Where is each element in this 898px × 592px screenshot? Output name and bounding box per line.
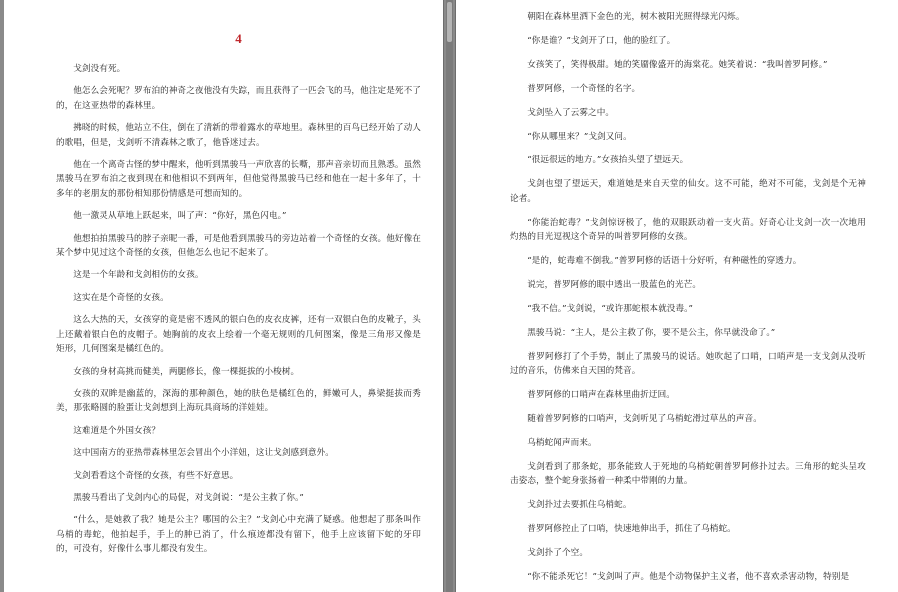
paragraph: 女孩的双眸是幽蓝的，深海的那种颜色，她的肤色是橘红色的，鲜嫩可人，鼻梁挺拔而秀美，那张略圆的脸蛋让戈剑想到上海玩具商场的洋娃娃。 <box>56 388 421 414</box>
paragraph: 戈剑看到了那条蛇，那条能致人于死地的乌梢蛇朝普罗阿修扑过去。三角形的蛇头呈攻击姿态，整个蛇身张扬着一种柔中带刚的力量。 <box>510 461 866 487</box>
paragraph: “是的，蛇毒难不倒我。”普罗阿修的话语十分好听，有种磁性的穿透力。 <box>527 255 802 266</box>
paragraph: “你是谁？”戈剑开了口，他的脸红了。 <box>527 35 676 46</box>
paragraph: “我不信。”戈剑说，“或许那蛇根本就没毒。” <box>527 303 694 314</box>
paragraph: “什么，是她救了我？她是公主？哪国的公主？”戈剑心中充满了疑惑。他想起了那条叫作乌梢的毒蛇，他拍起手，手上的肿已消了，什么痕迹都没有留下，他手上应该留下蛇的牙印的，可没有，好像什么事儿都没有发生。 <box>56 515 421 555</box>
paragraph: “你从哪里来？”戈剑又问。 <box>527 131 632 142</box>
paragraph: 他想拍拍黑骏马的脖子亲昵一番，可是他看到黑骏马的旁边站着一个奇怪的女孩。他好像在某个梦中见过这个奇怪的女孩，但他怎么也记不起来了。 <box>56 233 421 259</box>
paragraph: “你不能杀死它！”戈剑叫了声。他是个动物保护主义者，他不喜欢杀害动物，特别是 <box>527 571 850 582</box>
paragraph: 这是一个年龄和戈剑相仿的女孩。 <box>73 270 204 281</box>
paragraph: 普罗阿修，一个奇怪的名字。 <box>527 83 641 94</box>
paragraph: “很远很远的地方。”女孩抬头望了望远天。 <box>527 155 689 166</box>
paragraph: 这难道是个外国女孩？ <box>73 425 161 436</box>
paragraph: 戈剑看看这个奇怪的女孩，有些不好意思。 <box>73 470 239 481</box>
paragraph: 戈剑坠入了云雾之中。 <box>527 107 615 118</box>
paragraph: 他一激灵从草地上跃起来，叫了声：“你好，黑色闪电。” <box>73 211 287 222</box>
paragraph: “你能治蛇毒？”戈剑惊讶极了，他的双眼跃动着一支火苗。好奇心让戈剑一次一次地用灼热的目光逗视这个奇异的叫普罗阿修的女孩。 <box>510 217 866 243</box>
paragraph: 他在一个离奇古怪的梦中醒来，他听到黑骏马一声欣喜的长嘶，那声音亲切而且熟悉。虽然黑骏马在罗布泊之夜到现在和他相识不到两年，但他觉得黑骏马已经和他在一起十多年了，十多年的老朋友的那份相知那份情感是可想而知的。 <box>56 160 421 199</box>
paragraph: 随着普罗阿修的口哨声，戈剑听见了乌梢蛇滑过草丛的声音。 <box>527 413 762 424</box>
paragraph: 乌梢蛇闻声而来。 <box>527 437 597 448</box>
left-page-body <box>56 62 421 557</box>
paragraph: 黑骏马看出了戈剑内心的局促，对戈剑说：“是公主救了你。” <box>73 492 304 503</box>
left-page <box>4 0 444 592</box>
scrollbar-thumb[interactable] <box>447 2 452 42</box>
paragraph: 女孩笑了，笑得极甜。她的笑靥像盛开的海棠花。她笑着说：“我叫普罗阿修。” <box>527 59 828 70</box>
paragraph: 戈剑也望了望远天，难道她是来自天堂的仙女。这不可能，绝对不可能，戈剑是个无神论者。 <box>510 179 866 204</box>
paragraph: 拂晓的时候，他站立不住，倒在了清新的带着露水的草地里。森林里的百鸟已经开始了动人的歌唱，但是，戈剑听不清森林之歌了，他昏迷过去。 <box>56 123 421 148</box>
paragraph: 说完，普罗阿修的眼中透出一股蓝色的光芒。 <box>527 279 702 290</box>
paragraph: 朝阳在森林里洒下金色的光，树木被阳光照得绿光闪烁。 <box>527 12 745 22</box>
paragraph: 女孩的身材高挑而健美，两腿修长，像一棵挺拔的小梭树。 <box>73 366 300 377</box>
right-page-body <box>510 10 866 584</box>
right-page <box>455 0 898 592</box>
paragraph: 黑骏马说：“主人，是公主救了你，要不是公主，你早就没命了。” <box>527 327 776 338</box>
paragraph: 他怎么会死呢？罗布泊的神奇之夜他没有失踪，而且获得了一匹会飞的马，他注定是死不了的，在这亚热带的森林里。 <box>56 86 421 111</box>
paragraph: 普罗阿修的口哨声在森林里曲折迂回。 <box>527 389 675 400</box>
paragraph: 这么大热的天，女孩穿的竟是密不透风的银白色的皮衣皮裤，还有一双银白色的皮靴子，头上还戴着银白色的皮帽子。她胸前的皮衣上绘着一个毫无规则的几何图案，像是三角形又像是矩形，几何图案是橘红色的。 <box>56 315 421 355</box>
paragraph: 这中国南方的亚热带森林里怎会冒出个小洋妞，这让戈剑感到意外。 <box>73 448 335 459</box>
chapter-number: 4 <box>235 31 242 46</box>
page-gutter-scrollbar[interactable] <box>446 0 453 592</box>
paragraph: 戈剑扑过去要抓住乌梢蛇。 <box>527 499 632 510</box>
paragraph: 普罗阿修控止了口哨，快速地伸出手，抓住了乌梢蛇。 <box>527 523 736 534</box>
paragraph: 戈剑没有死。 <box>73 64 126 74</box>
paragraph: 普罗阿修打了个手势，制止了黑骏马的说话。她吹起了口哨，口哨声是一支戈剑从没听过的音乐，仿佛来自天国的梵音。 <box>510 351 866 376</box>
paragraph: 这实在是个奇怪的女孩。 <box>73 292 169 303</box>
paragraph: 戈剑扑了个空。 <box>527 547 589 558</box>
